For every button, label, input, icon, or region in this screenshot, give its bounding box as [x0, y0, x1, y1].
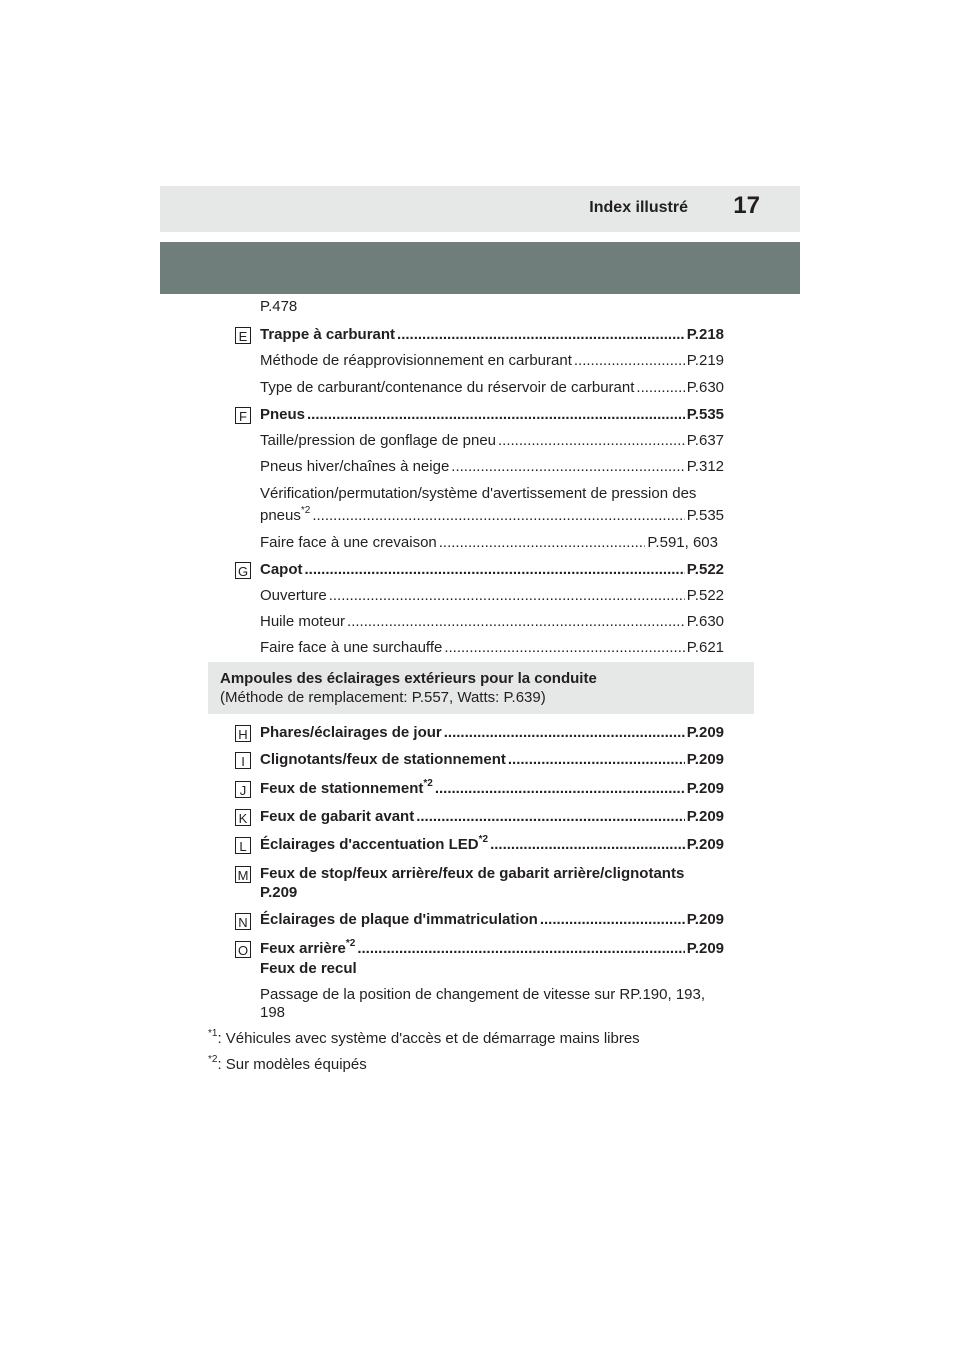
index-entry[interactable] — [260, 939, 724, 959]
entry-label: Feux arrière — [260, 940, 346, 957]
letter-badge-e: E — [235, 327, 251, 344]
letter-badge-j: J — [235, 781, 251, 798]
letter-badge-m: M — [235, 866, 251, 883]
entry-label: Trappe à carburant — [260, 326, 396, 343]
entry-page[interactable]: P.209 — [686, 724, 724, 741]
letter-badge-g: G — [235, 562, 251, 579]
entry-label: Éclairages d'accentuation LED — [260, 836, 479, 853]
footnote-1 — [208, 1029, 640, 1049]
section-title: Index illustré — [589, 199, 688, 216]
letter-badge-f: F — [235, 407, 251, 424]
entry-page[interactable]: P.209 — [686, 751, 724, 768]
entry-label: Feux de gabarit avant — [260, 808, 415, 825]
footnote-ref: *2 — [300, 505, 311, 516]
entry-label: Éclairages de plaque d'immatriculation — [260, 911, 538, 928]
entry-page[interactable]: P.218 — [686, 326, 724, 343]
entry-page[interactable]: P.535 — [686, 406, 724, 423]
letter-badge-o: O — [235, 941, 251, 958]
entry-page[interactable]: P.312 — [686, 458, 724, 475]
entry-page[interactable]: P.621 — [686, 639, 724, 656]
footnote-mark: *2 — [208, 1054, 218, 1065]
entry-page[interactable]: P.591, 603 — [647, 534, 718, 551]
footnote-text: : Véhicules avec système d'accès et de démarrage mains libres — [217, 1030, 640, 1047]
letter-badge-n: N — [235, 913, 251, 930]
letter-badge-l: L — [235, 837, 251, 854]
entry-label: Type de carburant/contenance du réservoir de carburant — [260, 379, 635, 396]
entry-label: Faire face à une surchauffe — [260, 639, 443, 656]
entry-label: Capot — [260, 561, 303, 578]
callout-title: Ampoules des éclairages extérieurs pour la conduite — [220, 670, 597, 687]
entry-page[interactable]: P.209 — [686, 940, 724, 957]
entry-page[interactable]: P.219 — [686, 352, 724, 369]
index-entry[interactable] — [260, 835, 724, 855]
entry-page[interactable]: P.209 — [686, 836, 724, 853]
reverse-note-line2: 198 — [260, 1004, 286, 1021]
index-entry[interactable] — [260, 533, 718, 553]
index-entry[interactable] — [260, 506, 724, 526]
entry-label: Feux de stationnement — [260, 780, 424, 797]
callout-subtitle: (Méthode de remplacement: P.557, Watts: P.639) — [220, 689, 546, 706]
entry-page[interactable]: P.630 — [686, 379, 724, 396]
page-header — [160, 186, 800, 232]
bulbs-callout — [208, 662, 754, 714]
reverse-note-line1: Passage de la position de changement de vitesse sur RP.190, 193, — [260, 986, 706, 1003]
entry-label: Ouverture — [260, 587, 327, 604]
index-entry[interactable] — [260, 431, 724, 451]
entry-label: Phares/éclairages de jour — [260, 724, 442, 741]
index-entry[interactable] — [260, 560, 724, 580]
index-entry[interactable] — [260, 351, 724, 371]
index-entry[interactable] — [260, 457, 724, 477]
index-entry[interactable] — [260, 779, 724, 799]
entry-page[interactable]: P.630 — [686, 613, 724, 630]
entry-label: Huile moteur — [260, 613, 346, 630]
letter-badge-k: K — [235, 809, 251, 826]
entry-page[interactable]: P.209 — [686, 808, 724, 825]
index-entry[interactable] — [260, 750, 724, 770]
index-entry[interactable] — [260, 638, 724, 658]
entry-label: Méthode de réapprovisionnement en carburant — [260, 352, 572, 369]
entry-label: Taille/pression de gonflage de pneu — [260, 432, 497, 449]
entry-page[interactable]: P.522 — [686, 587, 724, 604]
entry-page[interactable]: P.209 — [686, 911, 724, 928]
index-entry[interactable] — [260, 612, 724, 632]
entry-label-extra: Feux de recul — [260, 960, 357, 977]
footnote-text: : Sur modèles équipés — [217, 1056, 367, 1073]
footnote-ref: *2 — [345, 938, 356, 949]
letter-badge-h: H — [235, 725, 251, 742]
index-entry[interactable] — [260, 378, 724, 398]
entry-page[interactable]: P.535 — [686, 507, 724, 524]
entry-page[interactable]: P.209 — [686, 780, 724, 797]
index-entry[interactable] — [260, 405, 724, 425]
entry-label: Faire face à une crevaison — [260, 534, 437, 551]
entry-label: Pneus — [260, 406, 306, 423]
top-reference: P.478 — [260, 298, 298, 315]
index-entry[interactable] — [260, 723, 724, 743]
footnote-ref: *2 — [423, 778, 433, 789]
index-entry[interactable] — [260, 910, 724, 930]
entry-label: Feux de stop/feux arrière/feux de gabarit arrière/clignotants — [260, 865, 685, 882]
entry-label-line1: Vérification/permutation/système d'avertissement de pression des — [260, 485, 697, 502]
index-entry[interactable] — [260, 325, 724, 345]
page-number: 17 — [733, 192, 760, 219]
index-entry[interactable] — [260, 586, 724, 606]
footnote-mark: *1 — [208, 1028, 218, 1039]
index-entry[interactable] — [260, 807, 724, 827]
footnote-2 — [208, 1055, 367, 1075]
entry-label: pneus — [260, 507, 301, 524]
header-band — [160, 242, 800, 294]
entry-label: Clignotants/feux de stationnement — [260, 751, 506, 768]
footnote-ref: *2 — [478, 834, 489, 845]
entry-page[interactable]: P.637 — [686, 432, 724, 449]
letter-badge-i: I — [235, 752, 251, 769]
entry-label: Pneus hiver/chaînes à neige — [260, 458, 450, 475]
entry-page[interactable]: P.209 — [260, 884, 298, 901]
entry-page[interactable]: P.522 — [686, 561, 724, 578]
